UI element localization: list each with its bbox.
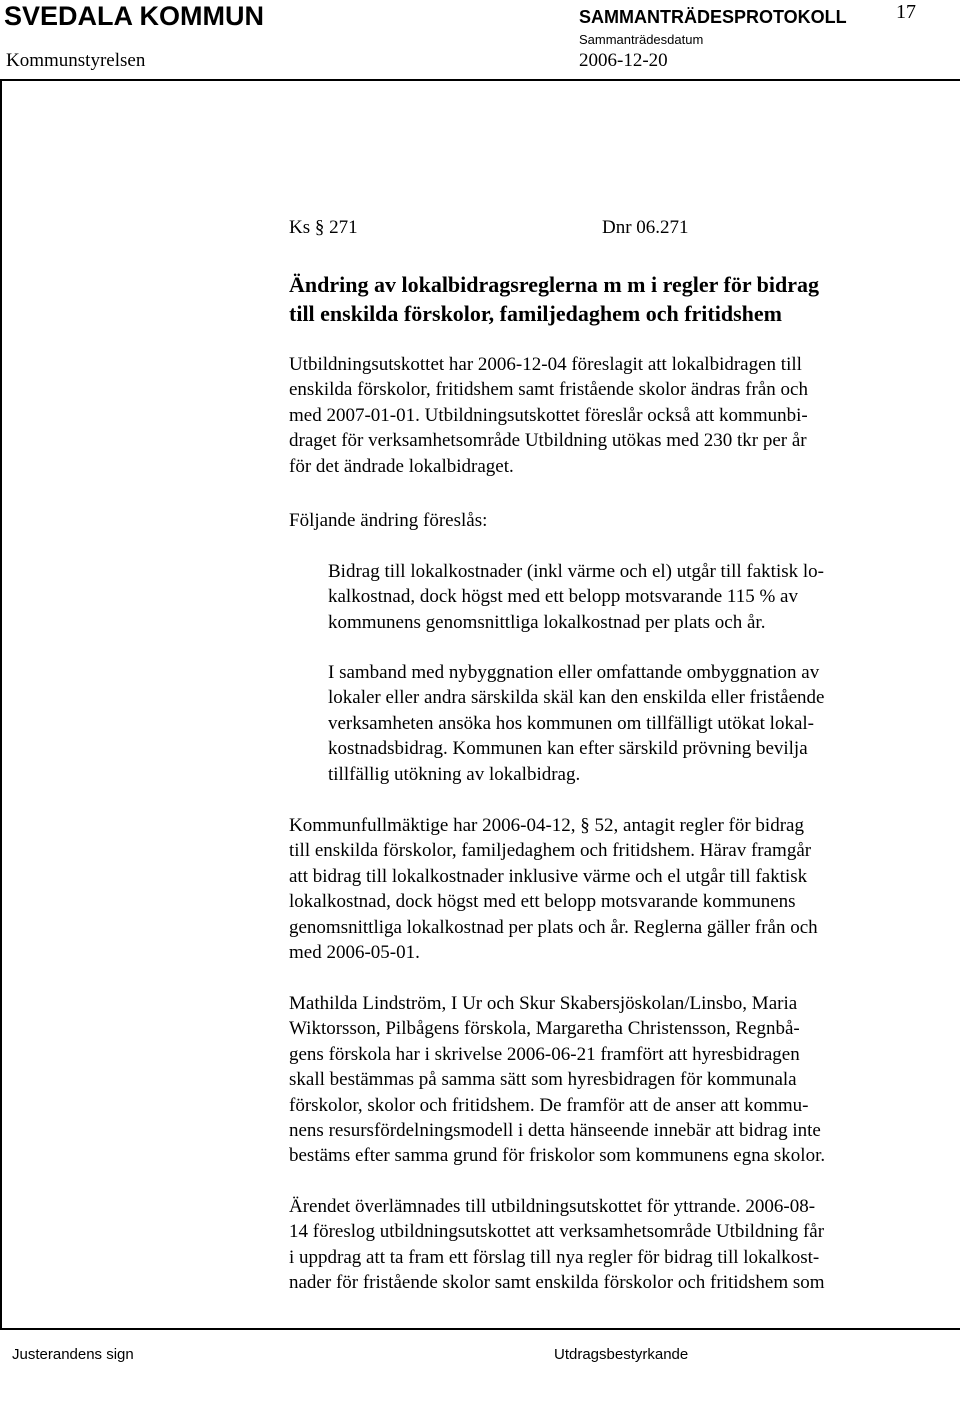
text-line: i uppdrag att ta fram ett förslag till nya regler för bidrag till lokalkost- <box>289 1246 820 1268</box>
paragraph-intro <box>289 508 487 533</box>
heading-line: Ändring av lokalbidragsreglerna m m i regler för bidrag <box>289 272 820 297</box>
text-line: Följande ändring föreslås: <box>289 510 488 531</box>
case-diary-number: Dnr 06.271 <box>602 217 689 238</box>
paragraph-background <box>289 813 818 965</box>
text-line: Utbildningsutskottet har 2006-12-04 föreslagit att lokalbidragen till <box>289 354 802 375</box>
text-line: Bidrag till lokalkostnader (inkl värme och el) utgår till faktisk lo- <box>328 561 824 582</box>
document-type: SAMMANTRÄDESPROTOKOLL <box>579 7 847 27</box>
text-line: nens resursfördelningsmodell i detta hänseende innebär att bidrag inte <box>289 1120 821 1142</box>
text-line: gens förskola har i skrivelse 2006-06-21 framfört att hyresbidragen <box>289 1043 800 1065</box>
text-line: bestäms efter samma grund för friskolor som kommunens egna skolor. <box>289 1145 826 1167</box>
organization-name: SVEDALA KOMMUN <box>4 1 264 31</box>
text-line: genomsnittliga lokalkostnad per plats och år. Reglerna gäller från och <box>289 916 818 938</box>
meeting-date: 2006-12-20 <box>579 50 668 71</box>
paragraph-proposal <box>289 352 808 479</box>
text-line: 14 föreslog utbildningsutskottet att verksamhetsområde Utbildning får <box>289 1221 825 1243</box>
committee-name: Kommunstyrelsen <box>6 50 146 71</box>
text-line: lokalkostnad, dock högst med ett belopp motsvarande kommunens <box>289 891 796 913</box>
case-section-ref: Ks § 271 <box>289 217 358 238</box>
text-line: Ärendet överlämnades till utbildningsutskottet för yttrande. 2006-08- <box>289 1196 816 1217</box>
heading-line: till enskilda förskolor, familjedaghem och fritidshem <box>289 301 782 326</box>
text-line: enskilda förskolor, fritidshem samt fristående skolor ändras från och <box>289 379 808 401</box>
text-line: kommunens genomsnittliga lokalkostnad per plats och år. <box>328 611 766 633</box>
text-line: Wiktorsson, Pilbågens förskola, Margaretha Christensson, Regnbå- <box>289 1018 800 1040</box>
text-line: verksamheten ansöka hos kommunen om tillfälligt utökat lokal- <box>328 712 814 734</box>
left-margin-rule <box>0 79 2 1328</box>
paragraph-rule-text <box>328 660 824 787</box>
text-line: förskolor, skolor och fritidshem. De framför att de anser att kommu- <box>289 1094 809 1116</box>
text-line: skall bestämmas på samma sätt som hyresbidragen för kommunala <box>289 1069 797 1091</box>
paragraph-referral <box>289 1194 825 1296</box>
extract-certification-label: Utdragsbestyrkande <box>554 1346 689 1363</box>
text-line: Mathilda Lindström, I Ur och Skur Skabersjöskolan/Linsbo, Maria <box>289 993 798 1014</box>
meeting-date-label: Sammanträdesdatum <box>579 32 704 47</box>
text-line: kalkostnad, dock högst med ett belopp motsvarande 115 % av <box>328 586 798 608</box>
paragraph-rule-text <box>328 559 824 635</box>
page-number: 17 <box>896 1 916 23</box>
case-heading <box>289 270 819 328</box>
text-line: med 2007-01-01. Utbildningsutskottet föreslår också att kommunbi- <box>289 404 808 426</box>
footer-rule <box>0 1328 960 1330</box>
text-line: att bidrag till lokalkostnader inklusive värme och el utgår till faktisk <box>289 865 808 887</box>
text-line: nader för fristående skolor samt enskilda förskolor och fritidshem som <box>289 1272 825 1294</box>
paragraph-letter <box>289 991 825 1169</box>
text-line: med 2006-05-01. <box>289 942 420 964</box>
text-line: lokaler eller andra särskilda skäl kan den enskilda eller fristående <box>328 687 825 709</box>
header-rule <box>0 79 960 81</box>
text-line: kostnadsbidrag. Kommunen kan efter särskild prövning bevilja <box>328 738 808 760</box>
text-line: I samband med nybyggnation eller omfattande ombyggnation av <box>328 662 820 683</box>
text-line: tillfällig utökning av lokalbidrag. <box>328 763 581 785</box>
text-line: draget för verksamhetsområde Utbildning utökas med 230 tkr per år <box>289 430 807 452</box>
text-line: för det ändrade lokalbidraget. <box>289 455 514 477</box>
text-line: Kommunfullmäktige har 2006-04-12, § 52, antagit regler för bidrag <box>289 815 804 836</box>
adjuster-signature-label: Justerandens sign <box>12 1346 134 1363</box>
text-line: till enskilda förskolor, familjedaghem och fritidshem. Härav framgår <box>289 840 812 862</box>
